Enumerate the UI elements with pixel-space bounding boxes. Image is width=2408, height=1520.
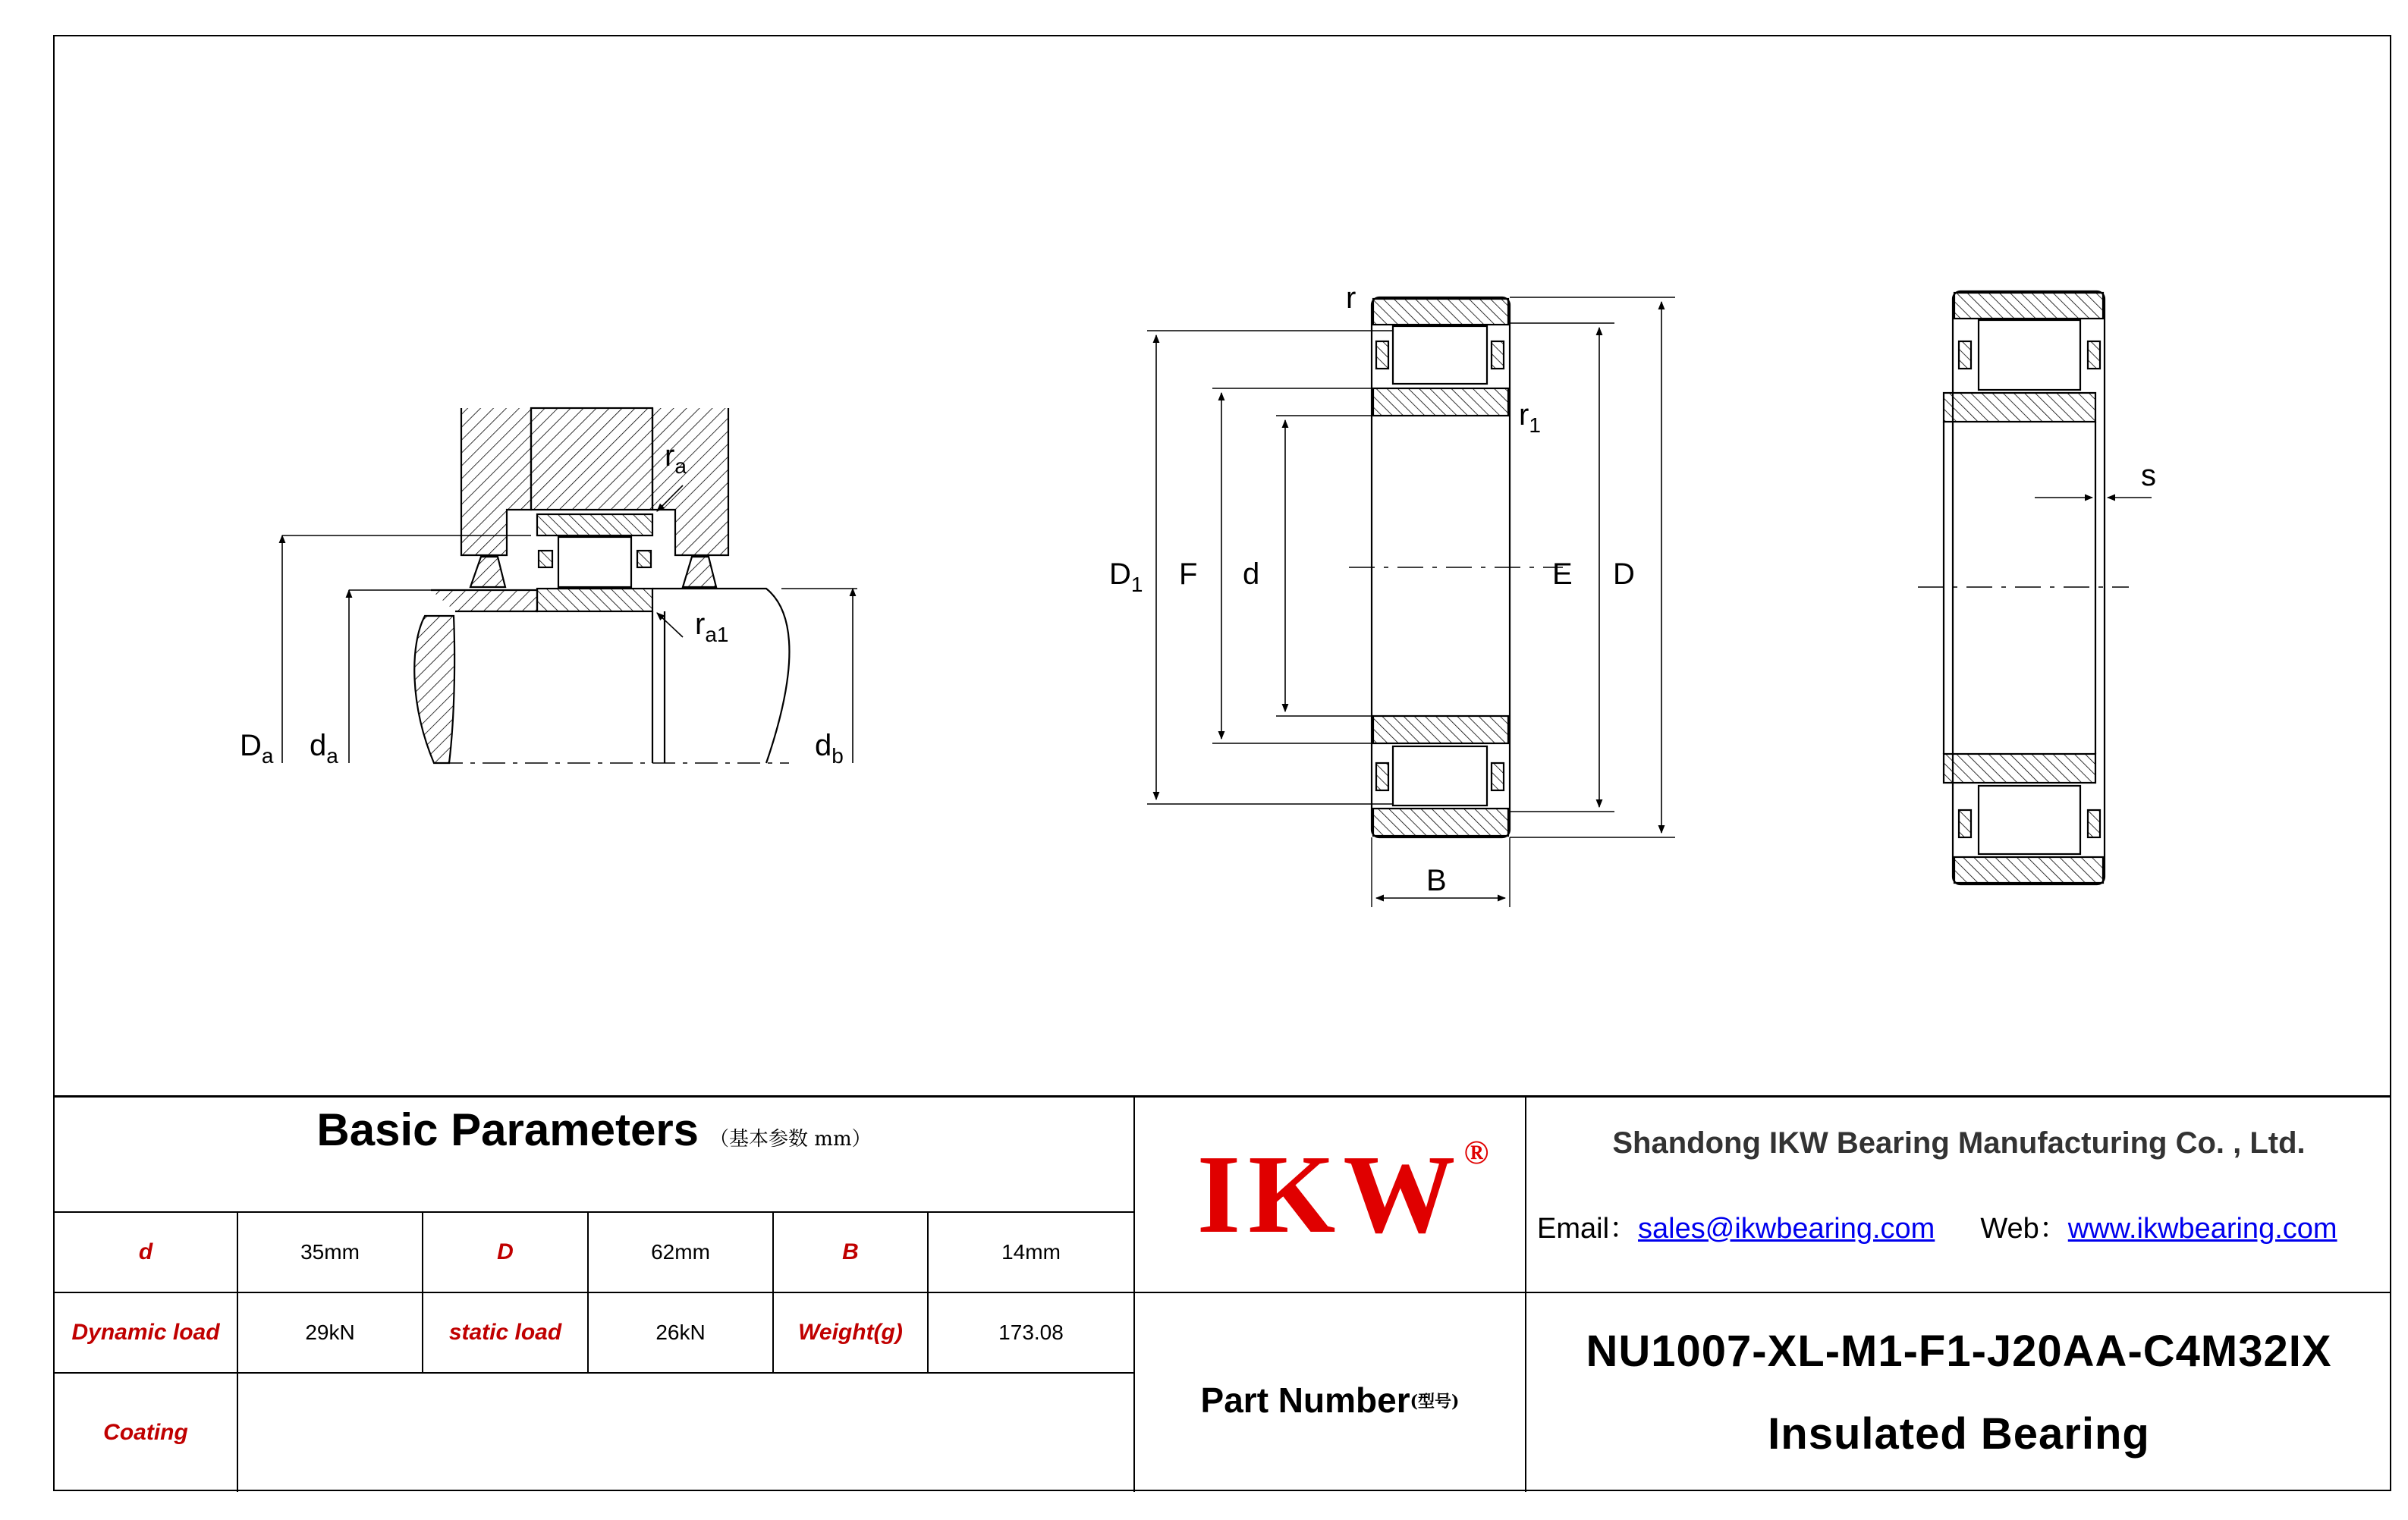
basic-parameters-unit-note: （基本参数 mm） [709,1128,872,1151]
param-dynamic-load-label: Dynamic load [55,1293,238,1374]
logo-cell [1135,1098,1526,1293]
company-info [1526,1098,2391,1293]
param-d-label: d [55,1213,238,1293]
part-number-label: Part Number [1200,1380,1410,1420]
side-view-drawing [1918,291,2152,884]
param-D-value: 62mm [589,1213,774,1293]
label-F: F [1179,557,1198,591]
param-d-value: 35mm [238,1213,423,1293]
bearing-type: Insulated Bearing [1768,1409,2150,1459]
label-r1: $r_1$ [1519,398,1541,437]
seal-right [683,557,716,587]
housing-right [652,408,728,555]
label-db: $d_b$ [815,729,844,768]
param-B-label: B [774,1213,929,1293]
roller [558,537,631,587]
label-E: E [1552,557,1573,591]
part-number-cell [1526,1293,2391,1492]
inner-ring [537,589,652,611]
param-weight-label: Weight(g) [774,1293,929,1374]
email-link[interactable]: sales@ikwbearing.com [1638,1213,1935,1245]
cross-section-drawing [1147,297,1675,907]
housing-left [461,408,531,555]
param-coating-label: Coating [55,1374,238,1492]
shaft-left [414,616,454,763]
ikw-logo: IKW ® [1196,1132,1489,1257]
seal-left [470,557,505,587]
label-da: $d_a$ [310,729,338,768]
part-number-label-note: (型号) [1410,1391,1460,1412]
part-number-label-cell [1135,1293,1526,1492]
label-r: r [1346,281,1356,315]
param-coating-value [238,1374,1135,1492]
outer-ring-bottom [1373,809,1508,836]
basic-parameters-title: Basic Parameters [316,1104,699,1155]
basic-parameters-header [55,1098,1135,1213]
param-D-label: D [423,1213,589,1293]
shaft-shoulder-left [431,590,537,611]
company-name: Shandong IKW Bearing Manufacturing Co. , Ltd. [1612,1126,2306,1160]
inner-ring-top [1373,388,1508,416]
part-number: NU1007-XL-M1-F1-J20AA-C4M32IX [1586,1327,2332,1376]
web-link[interactable]: www.ikwbearing.com [2067,1213,2337,1245]
inner-ring-bottom [1373,716,1508,743]
mounting-drawing [282,408,857,763]
label-ra: $r_a$ [665,439,687,478]
housing-top [531,408,652,510]
outer-ring [537,514,652,535]
param-dynamic-load-value: 29kN [238,1293,423,1374]
label-ra1: $r_{a1}$ [695,608,729,646]
label-d: d [1243,557,1260,591]
web-label: Web： [1980,1213,2068,1245]
shaft-right [652,589,789,763]
label-D: D [1613,557,1635,591]
param-static-load-value: 26kN [589,1293,774,1374]
param-weight-value: 173.08 [929,1293,1135,1374]
param-B-value: 14mm [929,1213,1135,1293]
param-static-load-label: static load [423,1293,589,1374]
label-B: B [1426,864,1447,897]
label-Da: $D_a$ [240,729,274,768]
registered-mark: ® [1463,1134,1489,1171]
roller-bottom [1393,746,1487,806]
label-D1: $D_1$ [1109,557,1143,596]
roller-top [1393,326,1487,384]
contact-line [1526,1204,2391,1246]
label-s: s [2141,459,2156,492]
outer-ring-top [1373,299,1508,325]
title-block [53,1095,2391,1491]
email-label: Email： [1537,1213,1639,1245]
